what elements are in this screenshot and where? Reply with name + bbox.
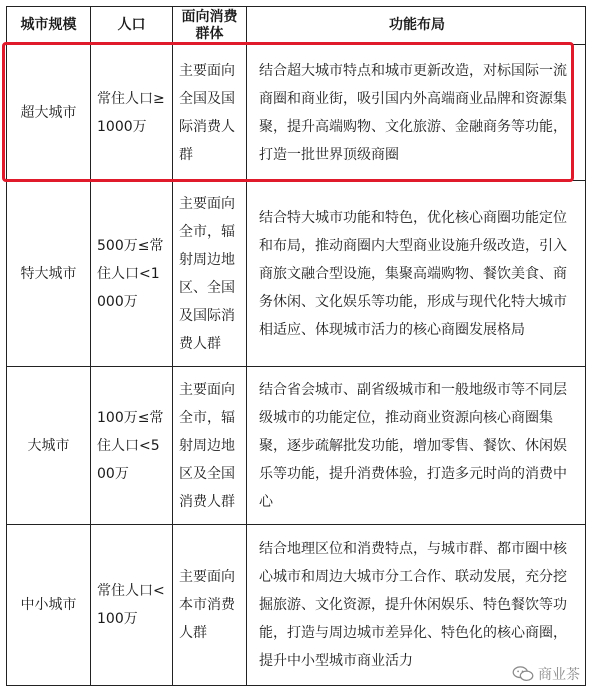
cell-city-scale: 大城市 (7, 367, 91, 524)
cell-consumers: 主要面向本市消费人群 (179, 569, 235, 641)
table-header-row (7, 7, 585, 45)
cell-consumers: 主要面向全国及国际消费人群 (179, 62, 235, 163)
cell-population: 常住人口≥1000万 (97, 90, 165, 135)
cell-population: 500万≤常住人口<1000万 (97, 237, 164, 310)
cell-function-layout: 结合省会城市、副省级城市和一般地级市等不同层级城市的功能定位，推动商业资源向核心商圈集聚，逐步疏解批发功能，增加零售、餐饮、休闲娱乐等功能，提升消费体验，打造多元时尚的消费中心 (259, 381, 567, 510)
table-row (7, 525, 585, 685)
header-function-layout: 功能布局 (389, 17, 445, 33)
watermark-text: 商业茶 (538, 667, 580, 683)
table-row (7, 367, 585, 525)
cell-city-scale: 超大城市 (7, 45, 91, 180)
cell-city-scale: 中小城市 (7, 525, 91, 685)
wechat-icon (512, 666, 534, 682)
watermark (508, 664, 584, 684)
cell-population: 100万≤常住人口<500万 (97, 409, 164, 482)
header-city-scale: 城市规模 (7, 7, 91, 44)
table-row (7, 181, 585, 367)
cell-function-layout: 结合超大城市特点和城市更新改造，对标国际一流商圈和商业街，吸引国内外高端商业品牌和资源集聚，提升高端购物、文化旅游、金融商务等功能，打造一批世界顶级商圈 (259, 62, 567, 163)
cell-city-scale: 特大城市 (7, 181, 91, 366)
header-consumers: 面向消费群体 (173, 7, 247, 44)
highlight-box (2, 42, 574, 182)
cell-consumers: 主要面向全市，辐射周边地区及全国消费人群 (179, 381, 235, 510)
cell-function-layout: 结合特大城市功能和特色，优化核心商圈功能定位和布局，推动商圈内大型商业设施升级改造，引入商旅文融合型设施，集聚高端购物、餐饮美食、商务休闲、文化娱乐等功能，形成与现代化特大城市相适应、体现城市活力的核心商圈发展格局 (259, 209, 567, 338)
cell-population: 常住人口<100万 (97, 583, 165, 627)
header-population: 人口 (91, 7, 173, 44)
cell-function-layout: 结合地理区位和消费特点，与城市群、都市圈中核心城市和周边大城市分工合作、联动发展，充分挖掘旅游、文化资源，提升休闲娱乐、特色餐饮等功能，打造与周边城市差异化、特色化的核心商圈，提升中小型城市商业活力 (259, 541, 567, 669)
cell-consumers: 主要面向全市，辐射周边地区、全国及国际消费人群 (179, 195, 235, 352)
